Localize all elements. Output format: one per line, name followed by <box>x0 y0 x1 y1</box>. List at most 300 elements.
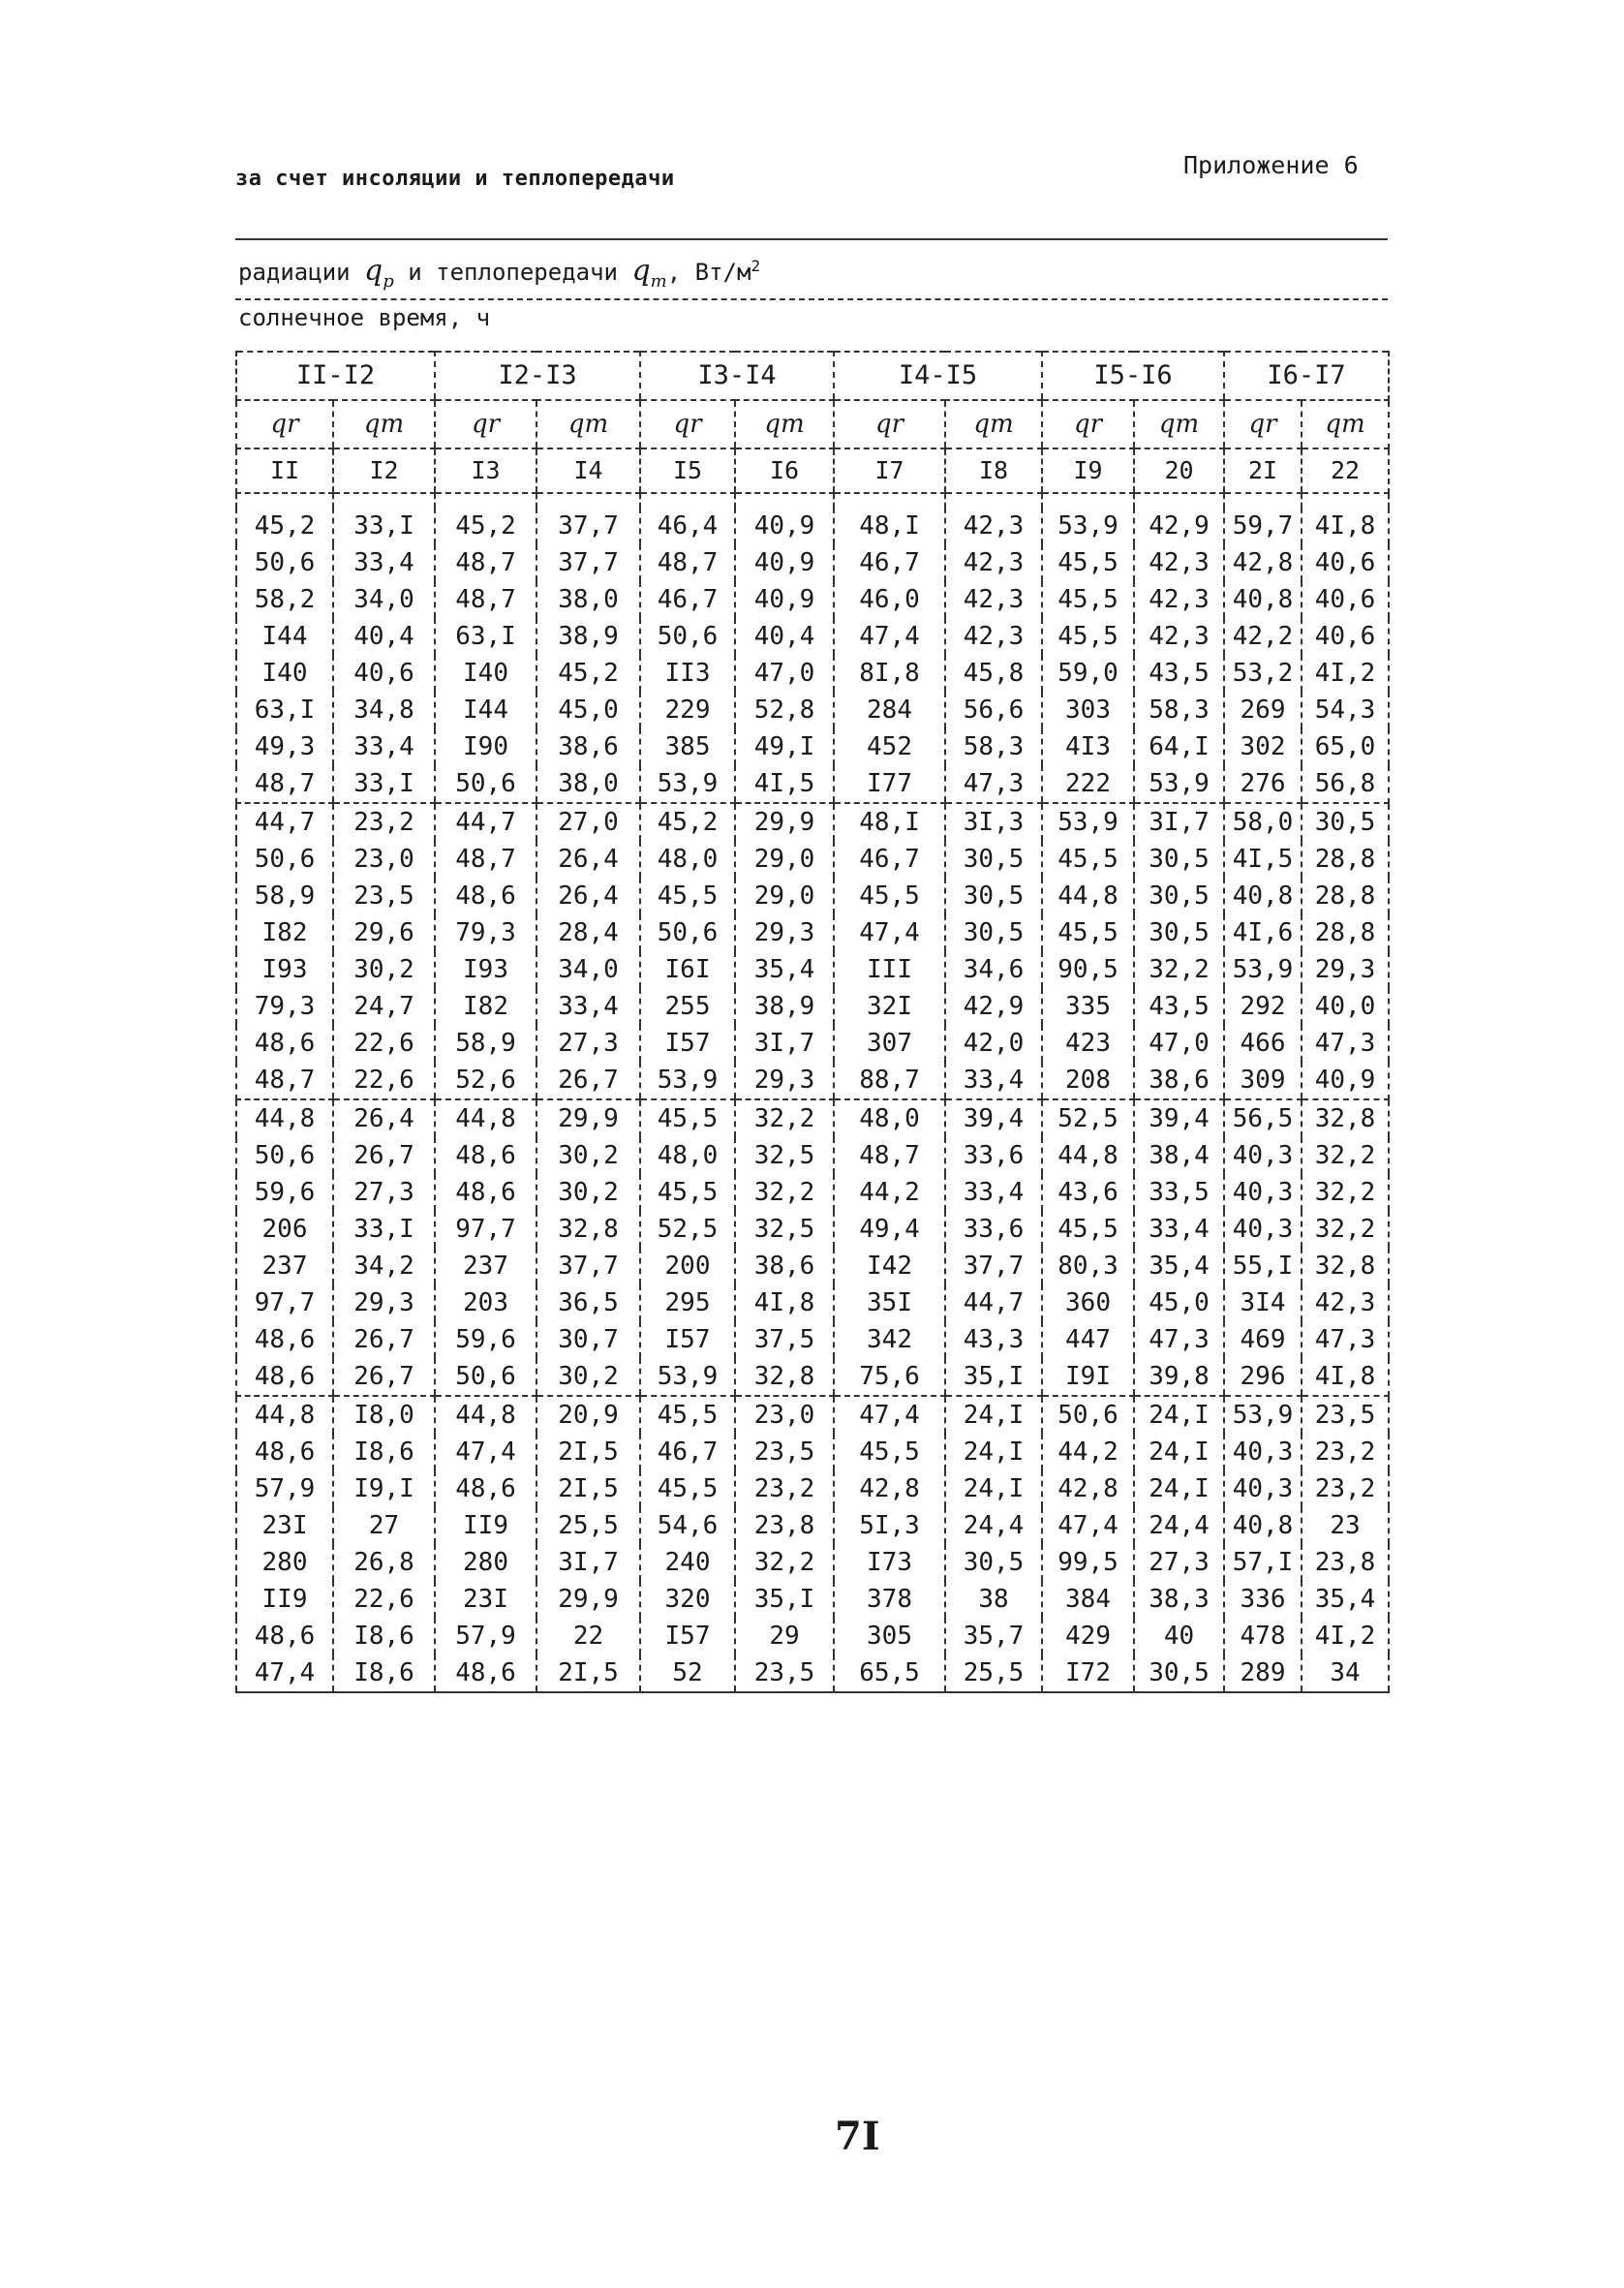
table-cell: 97,7 <box>435 1211 536 1248</box>
table-cell: 48,0 <box>640 1137 735 1174</box>
table-cell: 57,I <box>1224 1544 1302 1581</box>
table-cell: 4I,5 <box>1224 841 1302 878</box>
table-cell: 46,7 <box>640 1434 735 1470</box>
table-cell: 59,6 <box>435 1321 536 1358</box>
table-row <box>236 1099 1389 1137</box>
data-table <box>235 351 1390 1693</box>
table-cell: 25,5 <box>945 1654 1042 1692</box>
q-symbol-header: qт <box>735 400 834 448</box>
table-row <box>236 1507 1389 1544</box>
table-cell: 23 <box>1302 1507 1389 1544</box>
table-cell: 24,I <box>945 1434 1042 1470</box>
table-cell: 27,3 <box>333 1174 435 1211</box>
table-cell: 58,3 <box>1134 692 1224 728</box>
table-cell: 48,7 <box>435 544 536 581</box>
table-cell: 200 <box>640 1248 735 1284</box>
table-cell: 38,3 <box>1134 1581 1224 1618</box>
interval-header: I4-I5 <box>834 352 1042 400</box>
table-cell: I9,I <box>333 1470 435 1507</box>
table-cell: 44,2 <box>1042 1434 1134 1470</box>
table-cell: 29,3 <box>735 1062 834 1099</box>
table-cell: 57,9 <box>435 1618 536 1654</box>
table-cell: 56,8 <box>1302 765 1389 803</box>
table-cell: 48,0 <box>834 1099 945 1137</box>
table-cell: I6I <box>640 951 735 988</box>
table-cell: 59,6 <box>236 1174 333 1211</box>
table-cell: 24,4 <box>1134 1507 1224 1544</box>
table-cell: I9I <box>1042 1358 1134 1396</box>
table-cell: 22 <box>536 1618 640 1654</box>
table-cell: 48,6 <box>236 1434 333 1470</box>
table-cell: 50,6 <box>236 544 333 581</box>
table-cell: 52,6 <box>435 1062 536 1099</box>
table-cell: 42,3 <box>1134 581 1224 618</box>
table-cell: I8,6 <box>333 1618 435 1654</box>
table-cell: 45,5 <box>640 1099 735 1137</box>
table-cell: I82 <box>236 914 333 951</box>
table-cell: 45,5 <box>640 1174 735 1211</box>
table-cell: 23,8 <box>735 1507 834 1544</box>
table-cell: 45,5 <box>834 1434 945 1470</box>
table-row <box>236 1321 1389 1358</box>
table-cell: 23,2 <box>1302 1434 1389 1470</box>
table-cell: 79,3 <box>236 988 333 1025</box>
table-cell: I72 <box>1042 1654 1134 1692</box>
table-cell: 24,I <box>945 1396 1042 1434</box>
table-row <box>236 841 1389 878</box>
table-cell: 46,4 <box>640 508 735 544</box>
table-cell: 469 <box>1224 1321 1302 1358</box>
table-cell: I44 <box>236 618 333 655</box>
table-cell: 40,3 <box>1224 1174 1302 1211</box>
table-cell: 342 <box>834 1321 945 1358</box>
table-cell: 26,4 <box>333 1099 435 1137</box>
table-cell: I77 <box>834 765 945 803</box>
table-cell: 3I,7 <box>536 1544 640 1581</box>
table-cell: 40,3 <box>1224 1434 1302 1470</box>
table-cell: 22,6 <box>333 1581 435 1618</box>
table-cell: 23,2 <box>1302 1470 1389 1507</box>
q-symbol-header: qт <box>1134 400 1224 448</box>
table-cell: I8,0 <box>333 1396 435 1434</box>
table-cell: 47,3 <box>945 765 1042 803</box>
table-cell: 53,9 <box>640 765 735 803</box>
table-cell: 29,0 <box>735 841 834 878</box>
table-cell: 42,3 <box>1134 544 1224 581</box>
table-cell: 40,6 <box>1302 581 1389 618</box>
table-cell: 48,6 <box>435 1654 536 1692</box>
table-cell: 50,6 <box>640 618 735 655</box>
caption-text-heat-transfer: и теплопередачи <box>408 259 618 286</box>
q-symbol-header: qr <box>1042 400 1134 448</box>
table-cell: 79,3 <box>435 914 536 951</box>
table-cell: 50,6 <box>640 914 735 951</box>
table-cell: 32,8 <box>1302 1248 1389 1284</box>
table-cell: 42,3 <box>945 508 1042 544</box>
table-row <box>236 1654 1389 1692</box>
table-cell: 280 <box>435 1544 536 1581</box>
table-cell: 280 <box>236 1544 333 1581</box>
table-cell: 32,2 <box>735 1099 834 1137</box>
table-cell: 48,7 <box>236 765 333 803</box>
table-cell: 3I,3 <box>945 803 1042 841</box>
table-row <box>236 1248 1389 1284</box>
table-cell: 34,2 <box>333 1248 435 1284</box>
q-symbol-header: qт <box>536 400 640 448</box>
table-cell: 55,I <box>1224 1248 1302 1284</box>
table-cell: 24,7 <box>333 988 435 1025</box>
table-row <box>236 1618 1389 1654</box>
table-cell: 48,I <box>834 803 945 841</box>
interval-header: II-I2 <box>236 352 435 400</box>
table-cell: 40,8 <box>1224 581 1302 618</box>
table-cell: 30,5 <box>945 841 1042 878</box>
table-cell: 32,8 <box>735 1358 834 1396</box>
table-cell: 40,9 <box>1302 1062 1389 1099</box>
table-cell: 45,5 <box>1042 914 1134 951</box>
table-cell: 4I,5 <box>735 765 834 803</box>
table-cell: 45,5 <box>1042 581 1134 618</box>
column-number: I3 <box>435 448 536 493</box>
table-cell: 23,2 <box>735 1470 834 1507</box>
table-cell: 2I,5 <box>536 1654 640 1692</box>
table-cell: I93 <box>435 951 536 988</box>
table-cell: 75,6 <box>834 1358 945 1396</box>
table-cell: 20,9 <box>536 1396 640 1434</box>
table-cell: 302 <box>1224 728 1302 765</box>
table-cell: 34,8 <box>333 692 435 728</box>
table-row <box>236 1358 1389 1396</box>
table-cell: 33,4 <box>945 1174 1042 1211</box>
table-cell: 38,6 <box>1134 1062 1224 1099</box>
table-cell: 4I,2 <box>1302 655 1389 692</box>
table-cell: 46,7 <box>640 581 735 618</box>
table-cell: 63,I <box>236 692 333 728</box>
table-cell: 88,7 <box>834 1062 945 1099</box>
table-cell: 43,3 <box>945 1321 1042 1358</box>
table-row <box>236 1211 1389 1248</box>
column-number: I6 <box>735 448 834 493</box>
table-cell: I8,6 <box>333 1434 435 1470</box>
table-cell: 50,6 <box>236 841 333 878</box>
table-cell: 40 <box>1134 1618 1224 1654</box>
table-cell: 295 <box>640 1284 735 1321</box>
table-cell: 48,6 <box>236 1321 333 1358</box>
table-cell: 47,4 <box>1042 1507 1134 1544</box>
table-cell: 289 <box>1224 1654 1302 1692</box>
table-cell: 4I,6 <box>1224 914 1302 951</box>
table-cell: 90,5 <box>1042 951 1134 988</box>
table-cell: 52,5 <box>1042 1099 1134 1137</box>
table-cell: 4I,2 <box>1302 1618 1389 1654</box>
table-cell: II3 <box>640 655 735 692</box>
table-cell: 29,9 <box>536 1099 640 1137</box>
table-cell: 23,5 <box>735 1654 834 1692</box>
table-cell: 23,5 <box>1302 1396 1389 1434</box>
table-cell: 47,4 <box>834 914 945 951</box>
table-cell: 30,7 <box>536 1321 640 1358</box>
table-cell: I93 <box>236 951 333 988</box>
table-cell: 33,6 <box>945 1211 1042 1248</box>
table-cell: 37,7 <box>536 508 640 544</box>
table-row <box>236 655 1389 692</box>
table-cell: 48,6 <box>435 878 536 914</box>
table-cell: 58,9 <box>435 1025 536 1062</box>
table-cell: 42,8 <box>834 1470 945 1507</box>
table-cell: 25,5 <box>536 1507 640 1544</box>
table-cell: I82 <box>435 988 536 1025</box>
table-cell: 26,4 <box>536 878 640 914</box>
table-cell: 40,4 <box>333 618 435 655</box>
table-cell: 38,0 <box>536 765 640 803</box>
table-cell: 53,9 <box>1042 803 1134 841</box>
table-cell: 46,0 <box>834 581 945 618</box>
caption-unit: , Вт/м <box>666 259 751 286</box>
table-cell: 30,5 <box>945 1544 1042 1581</box>
table-cell: 35I <box>834 1284 945 1321</box>
table-cell: 56,5 <box>1224 1099 1302 1137</box>
table-cell: 58,9 <box>236 878 333 914</box>
table-cell: 23,0 <box>735 1396 834 1434</box>
table-cell: 30,5 <box>1134 841 1224 878</box>
table-cell: 45,5 <box>1042 544 1134 581</box>
table-cell: 30,5 <box>1134 878 1224 914</box>
table-cell: 336 <box>1224 1581 1302 1618</box>
table-row <box>236 1544 1389 1581</box>
q-symbol-header: qт <box>945 400 1042 448</box>
table-cell: 24,I <box>945 1470 1042 1507</box>
table-cell: 99,5 <box>1042 1544 1134 1581</box>
table-cell: 59,0 <box>1042 655 1134 692</box>
table-cell: 452 <box>834 728 945 765</box>
table-cell: 48,7 <box>640 544 735 581</box>
table-cell: 45,8 <box>945 655 1042 692</box>
table-cell: 296 <box>1224 1358 1302 1396</box>
table-row <box>236 951 1389 988</box>
table-cell: 26,4 <box>536 841 640 878</box>
table-cell: 26,7 <box>333 1358 435 1396</box>
table-cell: 50,6 <box>1042 1396 1134 1434</box>
table-cell: 33,I <box>333 1211 435 1248</box>
table-cell: 50,6 <box>236 1137 333 1174</box>
table-cell: 35,4 <box>735 951 834 988</box>
table-row <box>236 1025 1389 1062</box>
table-cell: 237 <box>435 1248 536 1284</box>
table-cell: 40,3 <box>1224 1470 1302 1507</box>
table-cell: 35,I <box>945 1358 1042 1396</box>
table-row <box>236 914 1389 951</box>
table-cell: 45,5 <box>834 878 945 914</box>
table-cell: 58,0 <box>1224 803 1302 841</box>
table-cell: I57 <box>640 1025 735 1062</box>
table-cell: 44,8 <box>236 1099 333 1137</box>
table-cell: 32,2 <box>1302 1174 1389 1211</box>
table-cell: 56,6 <box>945 692 1042 728</box>
q-symbol-header: qт <box>1302 400 1389 448</box>
q-symbol-header: qr <box>834 400 945 448</box>
table-cell: 39,4 <box>1134 1099 1224 1137</box>
table-cell: 44,8 <box>435 1396 536 1434</box>
table-cell: I8,6 <box>333 1654 435 1692</box>
table-cell: 32,2 <box>1134 951 1224 988</box>
table-cell: II9 <box>435 1507 536 1544</box>
table-cell: 49,3 <box>236 728 333 765</box>
table-cell: 24,I <box>1134 1396 1224 1434</box>
table-cell: 384 <box>1042 1581 1134 1618</box>
table-cell: 24,I <box>1134 1434 1224 1470</box>
table-cell: 40,9 <box>735 581 834 618</box>
column-number: II <box>236 448 333 493</box>
table-cell: 97,7 <box>236 1284 333 1321</box>
table-cell: 45,5 <box>640 1396 735 1434</box>
table-cell: 45,2 <box>640 803 735 841</box>
table-row <box>236 1137 1389 1174</box>
interval-header: I3-I4 <box>640 352 834 400</box>
q-symbol-header: qr <box>1224 400 1302 448</box>
table-cell: 58,2 <box>236 581 333 618</box>
table-cell: 292 <box>1224 988 1302 1025</box>
column-number: I8 <box>945 448 1042 493</box>
solar-time-label: солнечное время, ч <box>238 304 491 331</box>
table-cell: 52,8 <box>735 692 834 728</box>
table-cell: 52,5 <box>640 1211 735 1248</box>
q-symbol-header: qr <box>236 400 333 448</box>
table-cell: 53,9 <box>640 1358 735 1396</box>
table-cell: 23,2 <box>333 803 435 841</box>
table-cell: 43,5 <box>1134 988 1224 1025</box>
interval-header: I6-I7 <box>1224 352 1389 400</box>
table-cell: 32,2 <box>735 1174 834 1211</box>
table-cell: 50,6 <box>435 1358 536 1396</box>
table-cell: 45,5 <box>1042 618 1134 655</box>
table-cell: 44,7 <box>945 1284 1042 1321</box>
column-number: I7 <box>834 448 945 493</box>
column-number: 2I <box>1224 448 1302 493</box>
table-cell: 45,2 <box>435 508 536 544</box>
table-cell: 44,7 <box>435 803 536 841</box>
table-cell: 53,9 <box>1224 1396 1302 1434</box>
table-cell: 40,6 <box>1302 618 1389 655</box>
table-cell: 38,6 <box>536 728 640 765</box>
table-cell: 37,7 <box>536 544 640 581</box>
table-cell: III <box>834 951 945 988</box>
table-cell: 42,3 <box>945 618 1042 655</box>
table-cell: 3I,7 <box>735 1025 834 1062</box>
table-cell: 335 <box>1042 988 1134 1025</box>
table-cell: 45,2 <box>536 655 640 692</box>
table-cell: 32,8 <box>1302 1099 1389 1137</box>
table-cell: 47,4 <box>834 1396 945 1434</box>
table-cell: 80,3 <box>1042 1248 1134 1284</box>
qr-symbol: $q_р$ <box>364 254 394 292</box>
table-cell: 32,2 <box>1302 1137 1389 1174</box>
table-cell: 37,7 <box>945 1248 1042 1284</box>
table-cell: 40,3 <box>1224 1137 1302 1174</box>
table-cell: 47,3 <box>1302 1321 1389 1358</box>
column-number: I4 <box>536 448 640 493</box>
table-cell: 44,8 <box>236 1396 333 1434</box>
top-rule <box>235 238 1388 240</box>
table-cell: 64,I <box>1134 728 1224 765</box>
table-cell: 29,9 <box>536 1581 640 1618</box>
table-cell: 42,9 <box>1134 508 1224 544</box>
table-cell: 303 <box>1042 692 1134 728</box>
caption-text-radiation: радиации <box>238 259 351 286</box>
table-row <box>236 1284 1389 1321</box>
table-cell: 240 <box>640 1544 735 1581</box>
interval-header: I5-I6 <box>1042 352 1224 400</box>
table-cell: 47,3 <box>1302 1025 1389 1062</box>
table-cell: 40,4 <box>735 618 834 655</box>
table-cell: 53,9 <box>640 1062 735 1099</box>
table-row <box>236 618 1389 655</box>
table-cell: 33,6 <box>945 1137 1042 1174</box>
table-cell: 42,9 <box>945 988 1042 1025</box>
table-cell: 38 <box>945 1581 1042 1618</box>
table-cell: 23,0 <box>333 841 435 878</box>
table-cell: 45,5 <box>640 1470 735 1507</box>
table-cell: 23,8 <box>1302 1544 1389 1581</box>
table-row <box>236 728 1389 765</box>
table-cell: 309 <box>1224 1062 1302 1099</box>
table-cell: 38,6 <box>735 1248 834 1284</box>
table-cell: 42,3 <box>1302 1284 1389 1321</box>
table-cell: 54,3 <box>1302 692 1389 728</box>
table-cell: 33,4 <box>333 728 435 765</box>
table-cell: 35,I <box>735 1581 834 1618</box>
table-cell: 28,4 <box>536 914 640 951</box>
table-row <box>236 544 1389 581</box>
table-row <box>236 803 1389 841</box>
table-cell: 30,5 <box>945 914 1042 951</box>
table-cell: 47,3 <box>1134 1321 1224 1358</box>
table-cell: 63,I <box>435 618 536 655</box>
table-cell: 30,2 <box>536 1174 640 1211</box>
table-cell: 45,5 <box>640 878 735 914</box>
table-cell: 28,8 <box>1302 841 1389 878</box>
table-row <box>236 765 1389 803</box>
table-cell: 28,8 <box>1302 914 1389 951</box>
table-cell: 478 <box>1224 1618 1302 1654</box>
table-cell: 47,4 <box>236 1654 333 1692</box>
table-cell: 30,5 <box>945 878 1042 914</box>
table-cell: 269 <box>1224 692 1302 728</box>
table-row <box>236 1062 1389 1099</box>
table-cell: I57 <box>640 1321 735 1358</box>
table-cell: 40,9 <box>735 544 834 581</box>
unit-superscript: 2 <box>751 257 761 275</box>
table-cell: 48,7 <box>435 841 536 878</box>
table-row <box>236 1396 1389 1434</box>
table-cell: 65,5 <box>834 1654 945 1692</box>
table-cell: 40,3 <box>1224 1211 1302 1248</box>
table-cell: 45,5 <box>1042 1211 1134 1248</box>
table-cell: 47,4 <box>435 1434 536 1470</box>
table-cell: 36,5 <box>536 1284 640 1321</box>
table-cell: 48,6 <box>236 1618 333 1654</box>
table-cell: 27 <box>333 1507 435 1544</box>
table-cell: 34,6 <box>945 951 1042 988</box>
table-cell: 38,9 <box>735 988 834 1025</box>
table-cell: 38,0 <box>536 581 640 618</box>
table-cell: 29,3 <box>333 1284 435 1321</box>
appendix-label: Приложение 6 <box>1183 151 1359 179</box>
table-cell: I40 <box>435 655 536 692</box>
table-cell: 30,2 <box>536 1358 640 1396</box>
table-cell: 429 <box>1042 1618 1134 1654</box>
table-cell: 32,2 <box>735 1544 834 1581</box>
table-cell: 37,5 <box>735 1321 834 1358</box>
